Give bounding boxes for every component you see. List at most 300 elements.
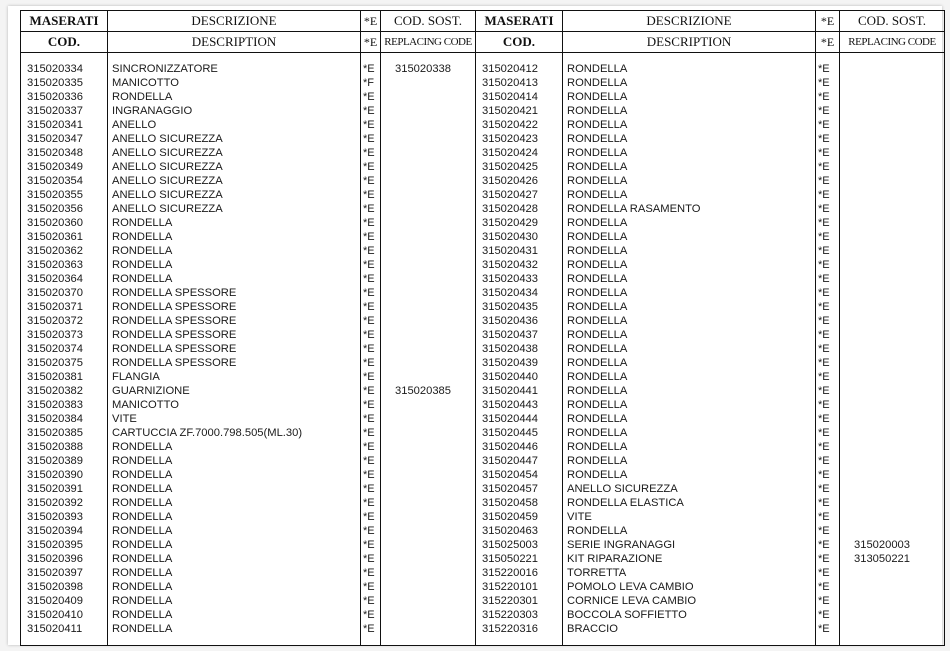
description-right: RONDELLA <box>563 272 816 286</box>
part-code-left: 315020394 <box>21 524 108 538</box>
part-code-right: 315020439 <box>476 356 563 370</box>
replacing-code-right <box>840 216 945 230</box>
replacing-code-left <box>381 468 476 482</box>
e-flag-right: *E <box>816 272 840 286</box>
e-flag-right: *E <box>816 104 840 118</box>
e-flag-left: *E <box>361 300 381 314</box>
description-right: BOCCOLA SOFFIETTO <box>563 608 816 622</box>
table-row <box>21 230 945 244</box>
table-row <box>21 356 945 370</box>
part-code-right: 315020422 <box>476 118 563 132</box>
e-flag-left: *E <box>361 118 381 132</box>
parts-table <box>20 10 945 646</box>
part-code-right: 315020441 <box>476 384 563 398</box>
table-row <box>21 286 945 300</box>
description-left: RONDELLA <box>108 230 361 244</box>
e-flag-left: *E <box>361 482 381 496</box>
e-flag-right: *E <box>816 566 840 580</box>
header-descrizione-right: DESCRIZIONE <box>563 11 816 32</box>
part-code-right: 315020436 <box>476 314 563 328</box>
description-right: RONDELLA <box>563 62 816 76</box>
replacing-code-left <box>381 174 476 188</box>
table-row <box>21 552 945 566</box>
header-description-right: DESCRIPTION <box>563 32 816 53</box>
table-row <box>21 482 945 496</box>
part-code-left: 315020390 <box>21 468 108 482</box>
replacing-code-right <box>840 580 945 594</box>
description-right: ANELLO SICUREZZA <box>563 482 816 496</box>
header-e-right: *E <box>816 11 840 32</box>
part-code-right: 315020444 <box>476 412 563 426</box>
replacing-code-left: 315020338 <box>381 62 476 76</box>
part-code-right: 315020457 <box>476 482 563 496</box>
replacing-code-right <box>840 524 945 538</box>
e-flag-right: *E <box>816 90 840 104</box>
replacing-code-right <box>840 286 945 300</box>
part-code-right: 315020435 <box>476 300 563 314</box>
replacing-code-left <box>381 356 476 370</box>
part-code-right: 315220101 <box>476 580 563 594</box>
replacing-code-right <box>840 188 945 202</box>
replacing-code-right <box>840 76 945 90</box>
e-flag-right: *E <box>816 524 840 538</box>
description-left: ANELLO SICUREZZA <box>108 132 361 146</box>
description-right: RONDELLA <box>563 230 816 244</box>
e-flag-left: *E <box>361 188 381 202</box>
description-left: RONDELLA <box>108 580 361 594</box>
part-code-right: 315020446 <box>476 440 563 454</box>
table-row <box>21 468 945 482</box>
table-row <box>21 160 945 174</box>
part-code-right: 315020425 <box>476 160 563 174</box>
part-code-right: 315020421 <box>476 104 563 118</box>
part-code-left: 315020364 <box>21 272 108 286</box>
e-flag-left: *E <box>361 594 381 608</box>
e-flag-right: *E <box>816 426 840 440</box>
e-flag-left: *E <box>361 440 381 454</box>
part-code-left: 315020383 <box>21 398 108 412</box>
e-flag-right: *E <box>816 482 840 496</box>
replacing-code-right <box>840 454 945 468</box>
header-cod-sost-right: COD. SOST. <box>840 11 945 32</box>
e-flag-left: *E <box>361 104 381 118</box>
e-flag-right: *E <box>816 384 840 398</box>
part-code-right: 315220301 <box>476 594 563 608</box>
e-flag-left: *E <box>361 412 381 426</box>
replacing-code-right <box>840 440 945 454</box>
replacing-code-left <box>381 510 476 524</box>
e-flag-left: *E <box>361 580 381 594</box>
e-flag-right: *E <box>816 76 840 90</box>
header-descrizione-left: DESCRIZIONE <box>108 11 361 32</box>
e-flag-right: *E <box>816 342 840 356</box>
description-left: ANELLO SICUREZZA <box>108 160 361 174</box>
e-flag-left: *E <box>361 342 381 356</box>
header-maserati-right: MASERATI <box>476 11 563 32</box>
replacing-code-right <box>840 300 945 314</box>
part-code-left: 315020349 <box>21 160 108 174</box>
description-left: ANELLO SICUREZZA <box>108 146 361 160</box>
header-row-italian <box>21 11 945 32</box>
part-code-left: 315020337 <box>21 104 108 118</box>
description-right: RONDELLA <box>563 524 816 538</box>
replacing-code-right <box>840 356 945 370</box>
description-right: RONDELLA <box>563 370 816 384</box>
table-row <box>21 538 945 552</box>
replacing-code-right <box>840 160 945 174</box>
e-flag-right: *E <box>816 440 840 454</box>
part-code-right: 315020431 <box>476 244 563 258</box>
table-row <box>21 398 945 412</box>
replacing-code-left <box>381 258 476 272</box>
part-code-left: 315020336 <box>21 90 108 104</box>
e-flag-right: *E <box>816 286 840 300</box>
e-flag-left: *E <box>361 216 381 230</box>
replacing-code-left <box>381 538 476 552</box>
description-left: ANELLO SICUREZZA <box>108 188 361 202</box>
description-right: CORNICE LEVA CAMBIO <box>563 594 816 608</box>
part-code-right: 315020423 <box>476 132 563 146</box>
part-code-right: 315220303 <box>476 608 563 622</box>
table-row <box>21 244 945 258</box>
description-right: RONDELLA <box>563 244 816 258</box>
replacing-code-right <box>840 272 945 286</box>
part-code-left: 315020348 <box>21 146 108 160</box>
description-left: VITE <box>108 412 361 426</box>
part-code-left: 315020396 <box>21 552 108 566</box>
replacing-code-left <box>381 146 476 160</box>
description-left: ANELLO SICUREZZA <box>108 174 361 188</box>
part-code-left: 315020373 <box>21 328 108 342</box>
replacing-code-right <box>840 244 945 258</box>
description-right: RONDELLA <box>563 314 816 328</box>
table-row <box>21 272 945 286</box>
replacing-code-left <box>381 314 476 328</box>
part-code-left: 315020375 <box>21 356 108 370</box>
part-code-left: 315020384 <box>21 412 108 426</box>
description-left: RONDELLA <box>108 524 361 538</box>
e-flag-right: *E <box>816 510 840 524</box>
part-code-right: 315020427 <box>476 188 563 202</box>
part-code-right: 315050221 <box>476 552 563 566</box>
description-left: ANELLO SICUREZZA <box>108 202 361 216</box>
replacing-code-right <box>840 104 945 118</box>
table-row <box>21 370 945 384</box>
e-flag-left: *E <box>361 286 381 300</box>
description-right: RONDELLA <box>563 132 816 146</box>
part-code-right: 315020413 <box>476 76 563 90</box>
replacing-code-right <box>840 90 945 104</box>
description-left: RONDELLA <box>108 216 361 230</box>
e-flag-right: *E <box>816 580 840 594</box>
e-flag-left: *E <box>361 160 381 174</box>
replacing-code-right <box>840 426 945 440</box>
e-flag-left: *E <box>361 314 381 328</box>
replacing-code-right: 313050221 <box>840 552 945 566</box>
part-code-left: 315020354 <box>21 174 108 188</box>
e-flag-right: *E <box>816 356 840 370</box>
e-flag-left: *E <box>361 146 381 160</box>
table-row <box>21 118 945 132</box>
description-left: RONDELLA <box>108 538 361 552</box>
e-flag-left: *E <box>361 272 381 286</box>
header-e-left: *E <box>361 11 381 32</box>
e-flag-right: *E <box>816 230 840 244</box>
replacing-code-right <box>840 482 945 496</box>
replacing-code-left <box>381 370 476 384</box>
table-row <box>21 90 945 104</box>
e-flag-left: *E <box>361 622 381 636</box>
e-flag-right: *E <box>816 202 840 216</box>
replacing-code-right <box>840 622 945 636</box>
part-code-left: 315020411 <box>21 622 108 636</box>
replacing-code-left <box>381 482 476 496</box>
part-code-right: 315020447 <box>476 454 563 468</box>
description-left: RONDELLA <box>108 608 361 622</box>
part-code-right: 315020434 <box>476 286 563 300</box>
replacing-code-left <box>381 328 476 342</box>
part-code-right: 315020454 <box>476 468 563 482</box>
description-right: VITE <box>563 510 816 524</box>
replacing-code-right <box>840 566 945 580</box>
replacing-code-right <box>840 468 945 482</box>
description-right: POMOLO LEVA CAMBIO <box>563 580 816 594</box>
header-cod-left: COD. <box>21 32 108 53</box>
part-code-left: 315020388 <box>21 440 108 454</box>
description-right: SERIE INGRANAGGI <box>563 538 816 552</box>
replacing-code-right <box>840 132 945 146</box>
part-code-right: 315020458 <box>476 496 563 510</box>
part-code-right: 315020438 <box>476 342 563 356</box>
parts-list <box>21 53 945 646</box>
table-row <box>21 342 945 356</box>
replacing-code-left <box>381 76 476 90</box>
description-right: RONDELLA <box>563 426 816 440</box>
e-flag-right: *E <box>816 188 840 202</box>
e-flag-right: *E <box>816 468 840 482</box>
description-right: RONDELLA <box>563 384 816 398</box>
replacing-code-left <box>381 566 476 580</box>
description-left: RONDELLA <box>108 566 361 580</box>
e-flag-left: *E <box>361 552 381 566</box>
replacing-code-left <box>381 622 476 636</box>
part-code-right: 315020426 <box>476 174 563 188</box>
replacing-code-right <box>840 62 945 76</box>
e-flag-right: *E <box>816 538 840 552</box>
e-flag-right: *E <box>816 608 840 622</box>
e-flag-left: *E <box>361 608 381 622</box>
table-row <box>21 594 945 608</box>
replacing-code-left <box>381 244 476 258</box>
description-left: RONDELLA <box>108 244 361 258</box>
part-code-left: 315020347 <box>21 132 108 146</box>
table-row <box>21 524 945 538</box>
description-left: SINCRONIZZATORE <box>108 62 361 76</box>
part-code-left: 315020410 <box>21 608 108 622</box>
table-row <box>21 580 945 594</box>
replacing-code-left <box>381 496 476 510</box>
description-right: RONDELLA <box>563 76 816 90</box>
description-left: MANICOTTO <box>108 398 361 412</box>
table-row <box>21 132 945 146</box>
part-code-right: 315020429 <box>476 216 563 230</box>
description-right: RONDELLA <box>563 146 816 160</box>
header-description-left: DESCRIPTION <box>108 32 361 53</box>
table-row <box>21 622 945 636</box>
description-right: RONDELLA <box>563 160 816 174</box>
e-flag-left: *E <box>361 258 381 272</box>
replacing-code-right <box>840 384 945 398</box>
table-row <box>21 426 945 440</box>
description-left: RONDELLA SPESSORE <box>108 342 361 356</box>
description-right: RONDELLA <box>563 188 816 202</box>
description-left: RONDELLA SPESSORE <box>108 286 361 300</box>
e-flag-right: *E <box>816 174 840 188</box>
description-left: RONDELLA <box>108 510 361 524</box>
part-code-right: 315020459 <box>476 510 563 524</box>
description-right: RONDELLA <box>563 174 816 188</box>
header-replacing-code-right: REPLACING CODE <box>840 32 945 53</box>
e-flag-left: *E <box>361 62 381 76</box>
header-e2-right: *E <box>816 32 840 53</box>
description-right: RONDELLA <box>563 328 816 342</box>
table-row <box>21 510 945 524</box>
e-flag-left: *F <box>361 76 381 90</box>
e-flag-left: *E <box>361 370 381 384</box>
e-flag-right: *E <box>816 552 840 566</box>
e-flag-right: *E <box>816 258 840 272</box>
description-right: RONDELLA <box>563 356 816 370</box>
part-code-right: 315020428 <box>476 202 563 216</box>
replacing-code-right <box>840 258 945 272</box>
description-right: RONDELLA <box>563 104 816 118</box>
replacing-code-right <box>840 118 945 132</box>
description-right: RONDELLA <box>563 454 816 468</box>
description-left: RONDELLA <box>108 258 361 272</box>
part-code-left: 315020393 <box>21 510 108 524</box>
part-code-right: 315025003 <box>476 538 563 552</box>
e-flag-right: *E <box>816 454 840 468</box>
description-left: ANELLO <box>108 118 361 132</box>
table-row <box>21 258 945 272</box>
part-code-left: 315020370 <box>21 286 108 300</box>
description-left: RONDELLA <box>108 272 361 286</box>
description-right: RONDELLA <box>563 440 816 454</box>
table-row <box>21 328 945 342</box>
replacing-code-right: 315020003 <box>840 538 945 552</box>
part-code-right: 315020463 <box>476 524 563 538</box>
e-flag-left: *E <box>361 174 381 188</box>
description-right: RONDELLA <box>563 118 816 132</box>
table-row <box>21 76 945 90</box>
description-right: RONDELLA RASAMENTO <box>563 202 816 216</box>
e-flag-left: *E <box>361 356 381 370</box>
e-flag-left: *E <box>361 384 381 398</box>
header-maserati-left: MASERATI <box>21 11 108 32</box>
part-code-right: 315020443 <box>476 398 563 412</box>
part-code-left: 315020371 <box>21 300 108 314</box>
replacing-code-left <box>381 300 476 314</box>
table-row <box>21 440 945 454</box>
replacing-code-right <box>840 370 945 384</box>
part-code-left: 315020335 <box>21 76 108 90</box>
part-code-left: 315020389 <box>21 454 108 468</box>
replacing-code-left <box>381 188 476 202</box>
e-flag-left: *E <box>361 566 381 580</box>
e-flag-left: *E <box>361 524 381 538</box>
replacing-code-left <box>381 412 476 426</box>
description-left: RONDELLA <box>108 552 361 566</box>
replacing-code-left <box>381 594 476 608</box>
header-cod-sost-left: COD. SOST. <box>381 11 476 32</box>
part-code-left: 315020385 <box>21 426 108 440</box>
table-row <box>21 566 945 580</box>
part-code-left: 315020395 <box>21 538 108 552</box>
replacing-code-left <box>381 398 476 412</box>
description-right: RONDELLA <box>563 216 816 230</box>
replacing-code-right <box>840 174 945 188</box>
e-flag-right: *E <box>816 62 840 76</box>
replacing-code-right <box>840 412 945 426</box>
description-left: MANICOTTO <box>108 76 361 90</box>
part-code-right: 315020424 <box>476 146 563 160</box>
header-cod-right: COD. <box>476 32 563 53</box>
replacing-code-left <box>381 608 476 622</box>
part-code-right: 315020414 <box>476 90 563 104</box>
part-code-left: 315020381 <box>21 370 108 384</box>
replacing-code-left <box>381 454 476 468</box>
description-left: RONDELLA <box>108 454 361 468</box>
part-code-left: 315020398 <box>21 580 108 594</box>
e-flag-left: *E <box>361 132 381 146</box>
replacing-code-left <box>381 342 476 356</box>
catalog-page <box>8 6 942 645</box>
replacing-code-right <box>840 594 945 608</box>
e-flag-right: *E <box>816 216 840 230</box>
e-flag-left: *E <box>361 496 381 510</box>
replacing-code-right <box>840 230 945 244</box>
description-left: RONDELLA SPESSORE <box>108 356 361 370</box>
description-right: RONDELLA <box>563 90 816 104</box>
table-row <box>21 174 945 188</box>
part-code-left: 315020409 <box>21 594 108 608</box>
replacing-code-left <box>381 440 476 454</box>
replacing-code-left <box>381 552 476 566</box>
e-flag-right: *E <box>816 496 840 510</box>
replacing-code-left <box>381 118 476 132</box>
e-flag-right: *E <box>816 398 840 412</box>
table-row <box>21 496 945 510</box>
e-flag-left: *E <box>361 398 381 412</box>
spacer-row <box>21 53 945 63</box>
e-flag-left: *E <box>361 230 381 244</box>
e-flag-right: *E <box>816 146 840 160</box>
part-code-right: 315020430 <box>476 230 563 244</box>
description-left: RONDELLA SPESSORE <box>108 300 361 314</box>
table-row <box>21 412 945 426</box>
description-right: RONDELLA ELASTICA <box>563 496 816 510</box>
description-left: RONDELLA <box>108 482 361 496</box>
e-flag-right: *E <box>816 160 840 174</box>
replacing-code-left <box>381 90 476 104</box>
table-row <box>21 146 945 160</box>
replacing-code-left <box>381 230 476 244</box>
table-row <box>21 608 945 622</box>
part-code-left: 315020362 <box>21 244 108 258</box>
part-code-left: 315020355 <box>21 188 108 202</box>
description-right: RONDELLA <box>563 342 816 356</box>
table-row <box>21 454 945 468</box>
